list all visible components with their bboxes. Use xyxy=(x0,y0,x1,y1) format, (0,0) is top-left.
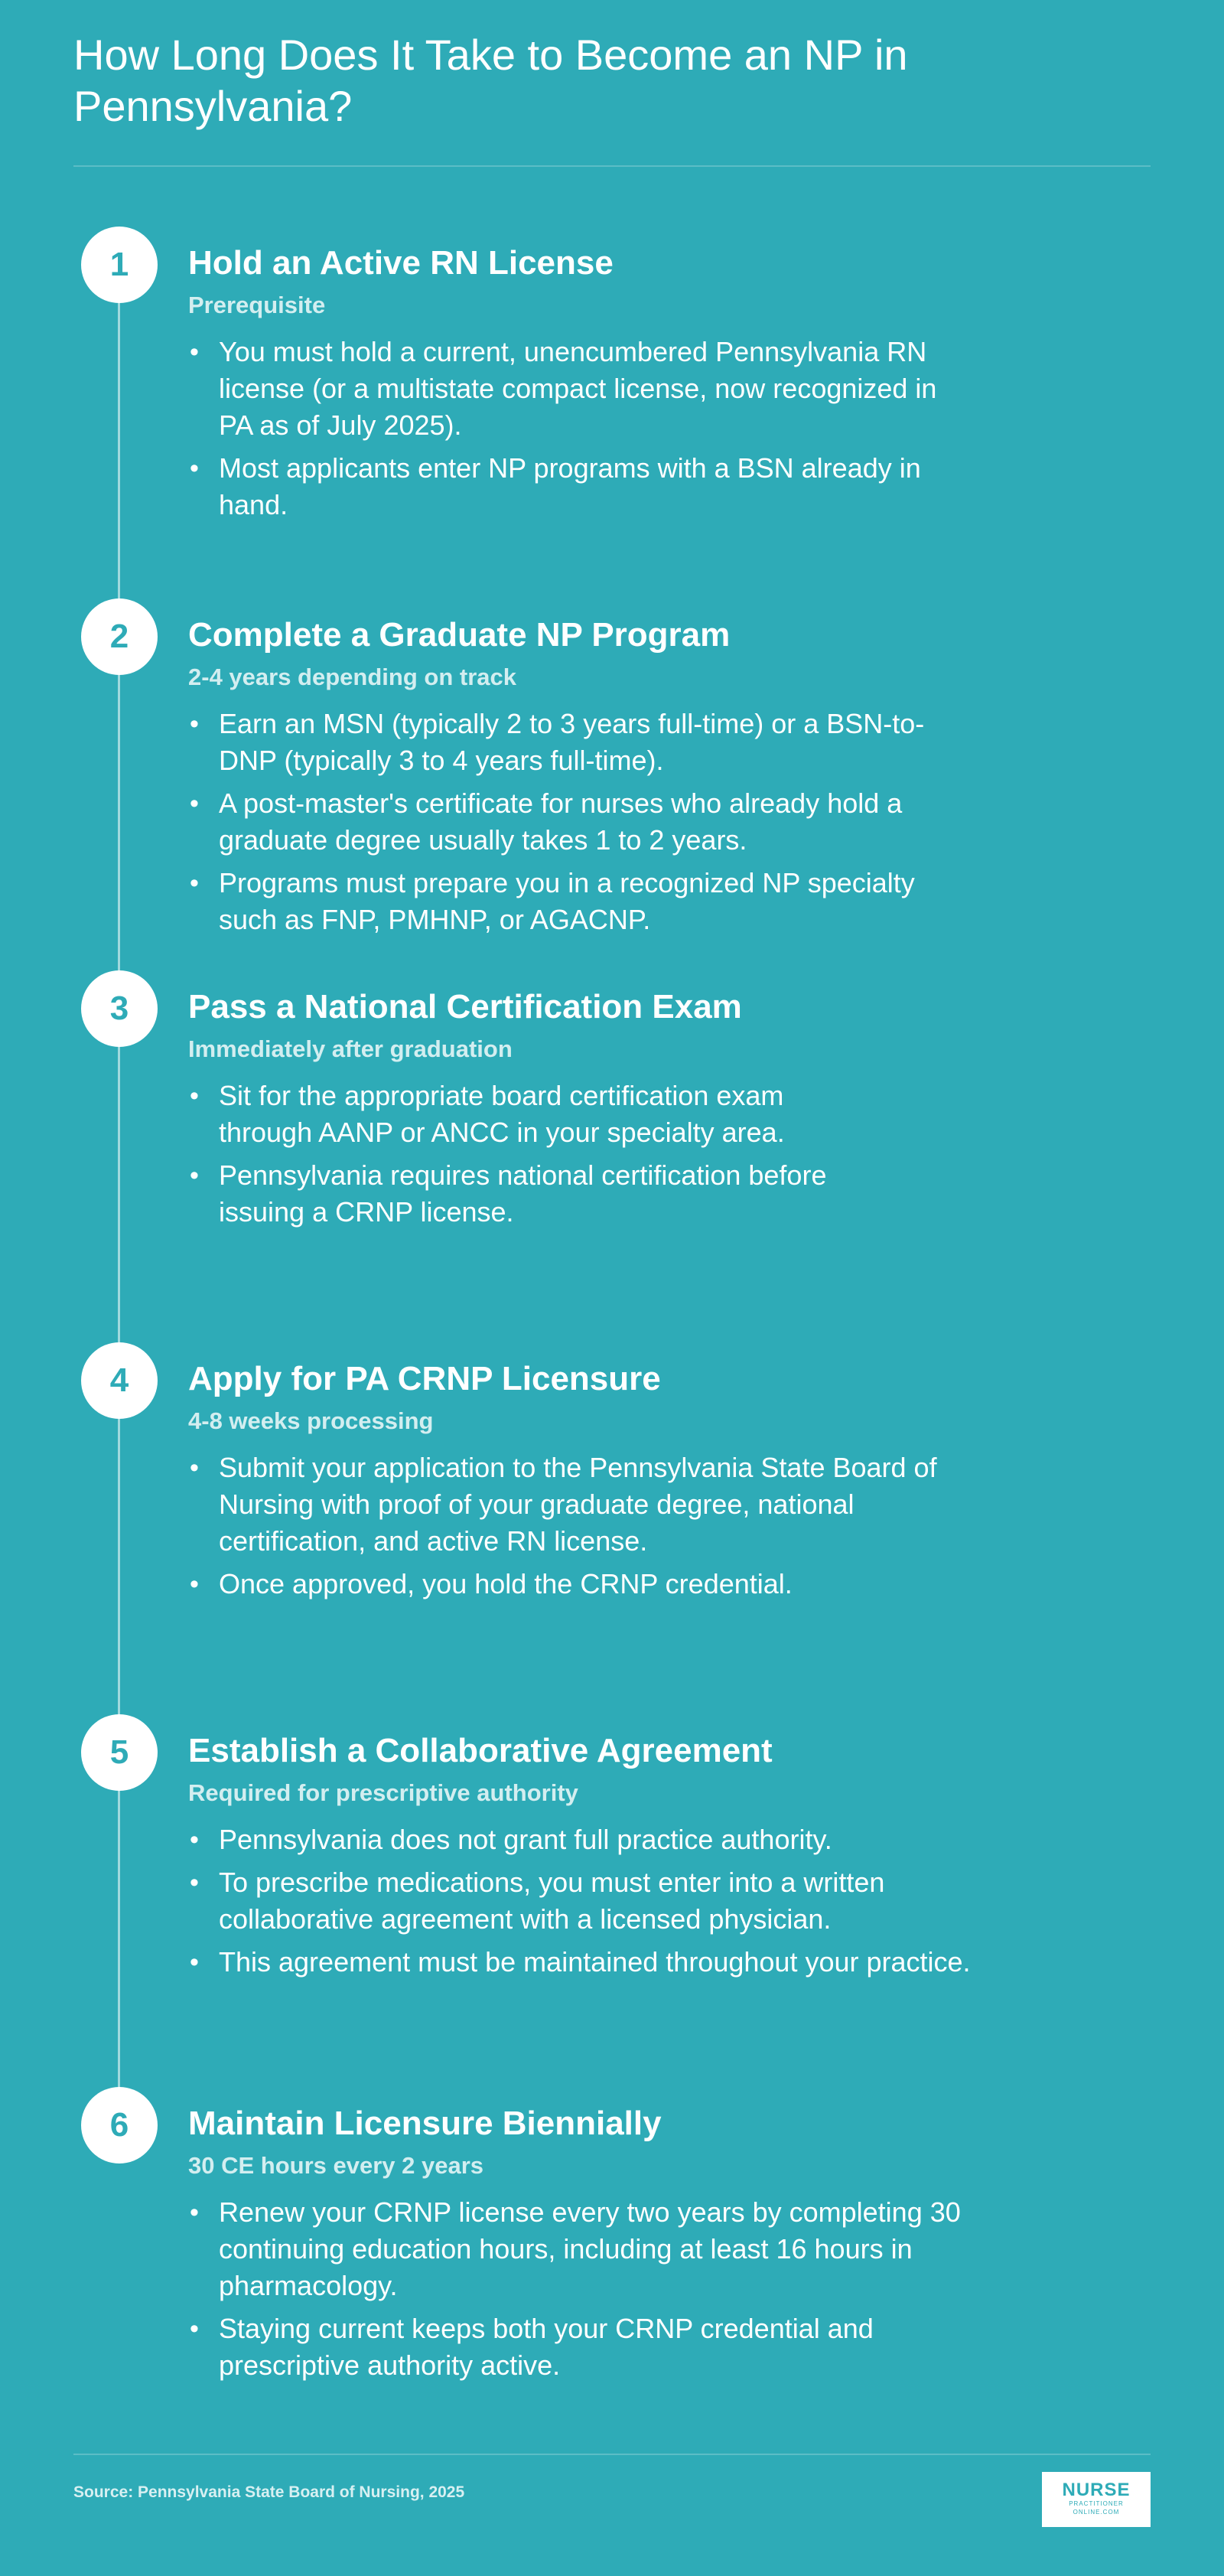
step-bullet: • Staying current keeps both your CRNP credential and prescriptive authority active. xyxy=(188,2310,968,2384)
step-subtitle: Required for prescriptive authority xyxy=(188,1779,578,1806)
page-title: How Long Does It Take to Become an NP in Pennsylvania? xyxy=(73,31,908,130)
step-subtitle: 2-4 years depending on track xyxy=(188,664,516,690)
step-bullet-list xyxy=(188,1078,877,1237)
step-bullet: • Submit your application to the Pennsylvania State Board of Nursing with proof of your graduate degree, national certification, and active RN license. xyxy=(188,1449,961,1560)
step-number-badge: 2 xyxy=(81,598,158,675)
step-bullet: • You must hold a current, unencumbered Pennsylvania RN license (or a multistate compact license, now recognized in PA as of July 2025). xyxy=(188,334,976,444)
step-number-badge: 6 xyxy=(81,2087,158,2164)
step-bullet-list xyxy=(188,334,976,530)
footer-divider xyxy=(73,2454,1151,2455)
step-bullet-list xyxy=(188,706,976,944)
step-bullet: • Pennsylvania requires national certification before issuing a CRNP license. xyxy=(188,1157,877,1231)
site-logo xyxy=(1042,2472,1151,2527)
step-number-badge: 5 xyxy=(81,1714,158,1791)
source-note: Source: Pennsylvania State Board of Nursing, 2025 xyxy=(73,2483,465,2501)
step-title: Establish a Collaborative Agreement xyxy=(188,1732,773,1769)
timeline-line xyxy=(118,264,120,2124)
step-bullet: • This agreement must be maintained throughout your practice. xyxy=(188,1944,976,1981)
step-title: Maintain Licensure Biennially xyxy=(188,2105,662,2142)
step-subtitle: Prerequisite xyxy=(188,292,326,318)
step-bullet-list xyxy=(188,1449,961,1609)
step-bullet: • Once approved, you hold the CRNP credential. xyxy=(188,1566,961,1603)
step-title: Hold an Active RN License xyxy=(188,244,614,282)
header-divider xyxy=(73,165,1151,167)
step-bullet: • Pennsylvania does not grant full practice authority. xyxy=(188,1821,976,1858)
logo-url-text: ONLINE.COM xyxy=(1073,2509,1120,2516)
step-title: Pass a National Certification Exam xyxy=(188,988,742,1026)
step-title: Apply for PA CRNP Licensure xyxy=(188,1360,661,1397)
step-bullet: • Sit for the appropriate board certification exam through AANP or ANCC in your specialty area. xyxy=(188,1078,877,1151)
logo-main-text: NURSE xyxy=(1062,2480,1131,2500)
step-bullet-list xyxy=(188,1821,976,1987)
step-bullet: • Renew your CRNP license every two years by completing 30 continuing education hours, including at least 16 hours in pharmacology. xyxy=(188,2194,968,2304)
step-subtitle: 4-8 weeks processing xyxy=(188,1407,434,1434)
step-bullet: • Most applicants enter NP programs with a BSN already in hand. xyxy=(188,450,976,523)
step-title: Complete a Graduate NP Program xyxy=(188,616,731,654)
step-bullet: • To prescribe medications, you must enter into a written collaborative agreement with a licensed physician. xyxy=(188,1864,976,1938)
step-bullet: • Programs must prepare you in a recognized NP specialty such as FNP, PMHNP, or AGACNP. xyxy=(188,865,976,938)
step-subtitle: 30 CE hours every 2 years xyxy=(188,2152,484,2179)
logo-sub-text: PRACTITIONER xyxy=(1069,2500,1124,2507)
step-bullet-list xyxy=(188,2194,968,2390)
step-bullet: • A post-master's certificate for nurses who already hold a graduate degree usually takes 1 to 2 years. xyxy=(188,785,976,859)
step-number-badge: 3 xyxy=(81,970,158,1047)
step-number-badge: 4 xyxy=(81,1342,158,1419)
step-number-badge: 1 xyxy=(81,227,158,303)
step-subtitle: Immediately after graduation xyxy=(188,1035,513,1062)
step-bullet: • Earn an MSN (typically 2 to 3 years full-time) or a BSN-to-DNP (typically 3 to 4 years full-time). xyxy=(188,706,976,779)
